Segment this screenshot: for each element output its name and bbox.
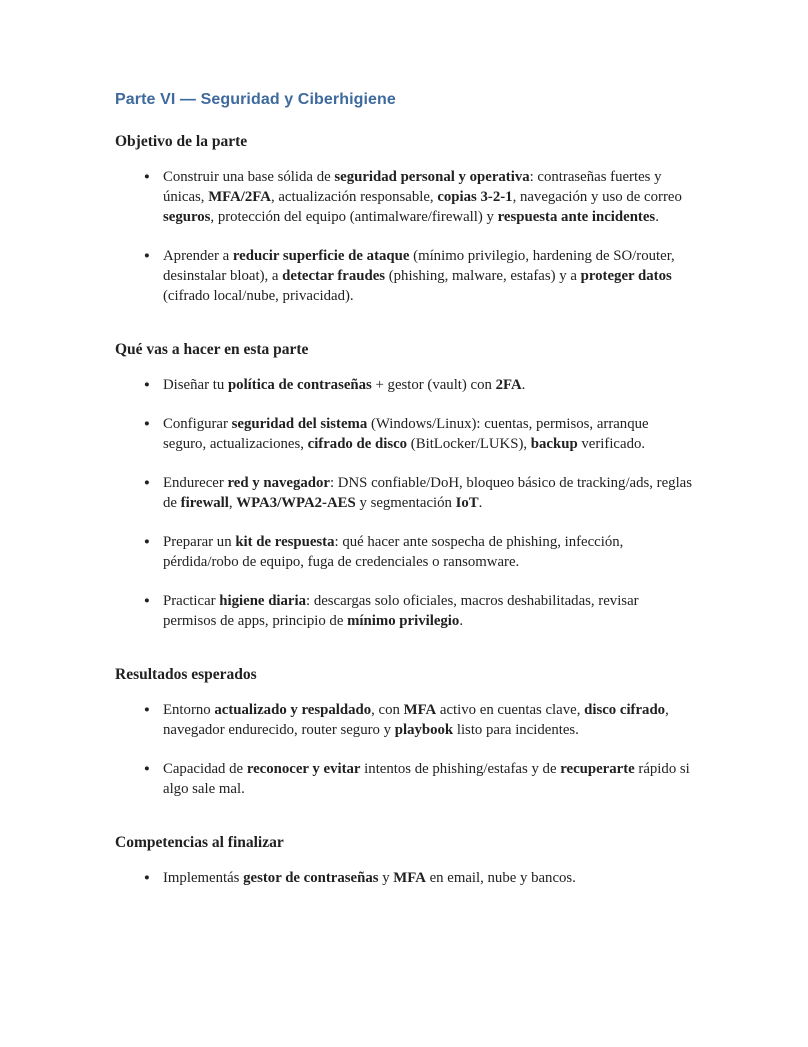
bullet-list [115, 700, 695, 799]
list-item [115, 868, 695, 888]
bold-text-segment: gestor de contraseñas [243, 870, 379, 886]
document-body [115, 132, 695, 888]
bold-text-segment: reducir superficie de ataque [232, 248, 410, 264]
text-segment: Construir una base sólida de [163, 169, 335, 185]
list-item [115, 375, 695, 395]
list-item [115, 167, 695, 227]
bold-text-segment: kit de respuesta [235, 534, 335, 550]
text-segment: : qué hacer ante sospecha de phishing, infección, pérdida/robo de equipo, fuga de credenciales o ransomware. [163, 534, 624, 570]
text-segment: , [228, 495, 237, 511]
text-segment: + gestor (vault) con [371, 377, 496, 393]
text-segment: . [459, 613, 464, 629]
bullet-marker: ● [144, 873, 150, 883]
list-item [115, 532, 695, 572]
bold-text-segment: seguridad del sistema [231, 416, 368, 432]
text-segment: . [478, 495, 483, 511]
bold-text-segment: respuesta ante incidentes [497, 209, 656, 225]
bullet-list [115, 167, 695, 306]
bullet-marker: ● [144, 172, 150, 182]
bold-text-segment: MFA [403, 702, 437, 718]
text-segment: listo para incidentes. [453, 722, 579, 738]
text-segment: en email, nube y bancos. [425, 870, 576, 886]
section-heading: Competencias al finalizar [115, 834, 284, 851]
text-segment: , navegación y uso de correo [512, 189, 682, 205]
bold-text-segment: mínimo privilegio [347, 613, 460, 629]
text-segment: , navegador endurecido, router seguro y [163, 702, 669, 738]
text-segment: : descargas solo oficiales, macros deshabilitadas, revisar permisos de apps, principio de [163, 593, 639, 629]
text-segment: Aprender a [163, 248, 233, 264]
bullet-list [115, 375, 695, 631]
bold-text-segment: actualizado y respaldado [214, 702, 372, 718]
bold-text-segment: MFA/2FA [208, 189, 271, 205]
bold-text-segment: copias 3-2-1 [437, 189, 513, 205]
section-heading: Objetivo de la parte [115, 133, 248, 150]
text-segment: rápido si algo sale mal. [163, 761, 690, 797]
text-segment: y segmentación [355, 495, 456, 511]
text-segment: activo en cuentas clave, [436, 702, 585, 718]
text-segment: Entorno [163, 702, 215, 718]
text-segment: Capacidad de [163, 761, 247, 777]
list-item [115, 759, 695, 799]
text-segment: Implementás [163, 870, 244, 886]
text-segment: verificado. [577, 436, 646, 452]
bullet-marker: ● [144, 419, 150, 429]
bold-text-segment: proteger datos [580, 268, 672, 284]
text-segment: Practicar [163, 593, 220, 609]
bold-text-segment: 2FA [495, 377, 522, 393]
text-segment: Preparar un [163, 534, 236, 550]
bullet-marker: ● [144, 764, 150, 774]
list-item [115, 246, 695, 306]
bold-text-segment: cifrado de disco [307, 436, 408, 452]
text-segment: , con [371, 702, 404, 718]
bullet-list [115, 868, 695, 888]
bullet-marker: ● [144, 596, 150, 606]
text-segment: (phishing, malware, estafas) y a [385, 268, 581, 284]
bold-text-segment: backup [530, 436, 578, 452]
list-item [115, 473, 695, 513]
list-item [115, 414, 695, 454]
bullet-marker: ● [144, 537, 150, 547]
text-segment: . [521, 377, 526, 393]
section-heading: Resultados esperados [115, 666, 257, 683]
bold-text-segment: detectar fraudes [282, 268, 386, 284]
text-segment: Configurar [163, 416, 232, 432]
text-segment: . [655, 209, 659, 225]
bold-text-segment: seguridad personal y operativa [334, 169, 530, 185]
bold-text-segment: disco cifrado [584, 702, 666, 718]
bold-text-segment: WPA3/WPA2-AES [236, 495, 356, 511]
bold-text-segment: recuperarte [560, 761, 635, 777]
text-segment: , actualización responsable, [270, 189, 438, 205]
bullet-marker: ● [144, 478, 150, 488]
bold-text-segment: reconocer y evitar [246, 761, 361, 777]
bold-text-segment: higiene diaria [219, 593, 307, 609]
bold-text-segment: IoT [455, 495, 479, 511]
text-segment: : DNS confiable/DoH, bloqueo básico de tracking/ads, reglas de [163, 475, 693, 511]
bold-text-segment: seguros [163, 209, 211, 225]
page-title: Parte VI — Seguridad y Ciberhigiene [115, 91, 396, 108]
text-segment: (cifrado local/nube, privacidad). [163, 288, 354, 304]
bold-text-segment: política de contraseñas [227, 377, 372, 393]
bold-text-segment: MFA [393, 870, 426, 886]
bullet-marker: ● [144, 705, 150, 715]
text-segment: Endurecer [163, 475, 228, 491]
bold-text-segment: playbook [394, 722, 454, 738]
bold-text-segment: firewall [180, 495, 229, 511]
bold-text-segment: red y navegador [227, 475, 330, 491]
section-heading: Qué vas a hacer en esta parte [115, 341, 309, 358]
text-segment: (Windows/Linux): cuentas, permisos, arranque seguro, actualizaciones, [163, 416, 649, 452]
text-segment: Diseñar tu [163, 377, 228, 393]
text-segment: intentos de phishing/estafas y de [360, 761, 561, 777]
text-segment: (mínimo privilegio, hardening de SO/router, desinstalar bloat), a [163, 248, 675, 284]
text-segment: (BitLocker/LUKS), [407, 436, 531, 452]
text-segment: , protección del equipo (antimalware/firewall) y [210, 209, 498, 225]
bullet-marker: ● [144, 251, 150, 261]
list-item [115, 591, 695, 631]
bullet-marker: ● [144, 380, 150, 390]
text-segment: : contraseñas fuertes y únicas, [163, 169, 662, 205]
list-item [115, 700, 695, 740]
text-segment: y [378, 870, 394, 886]
